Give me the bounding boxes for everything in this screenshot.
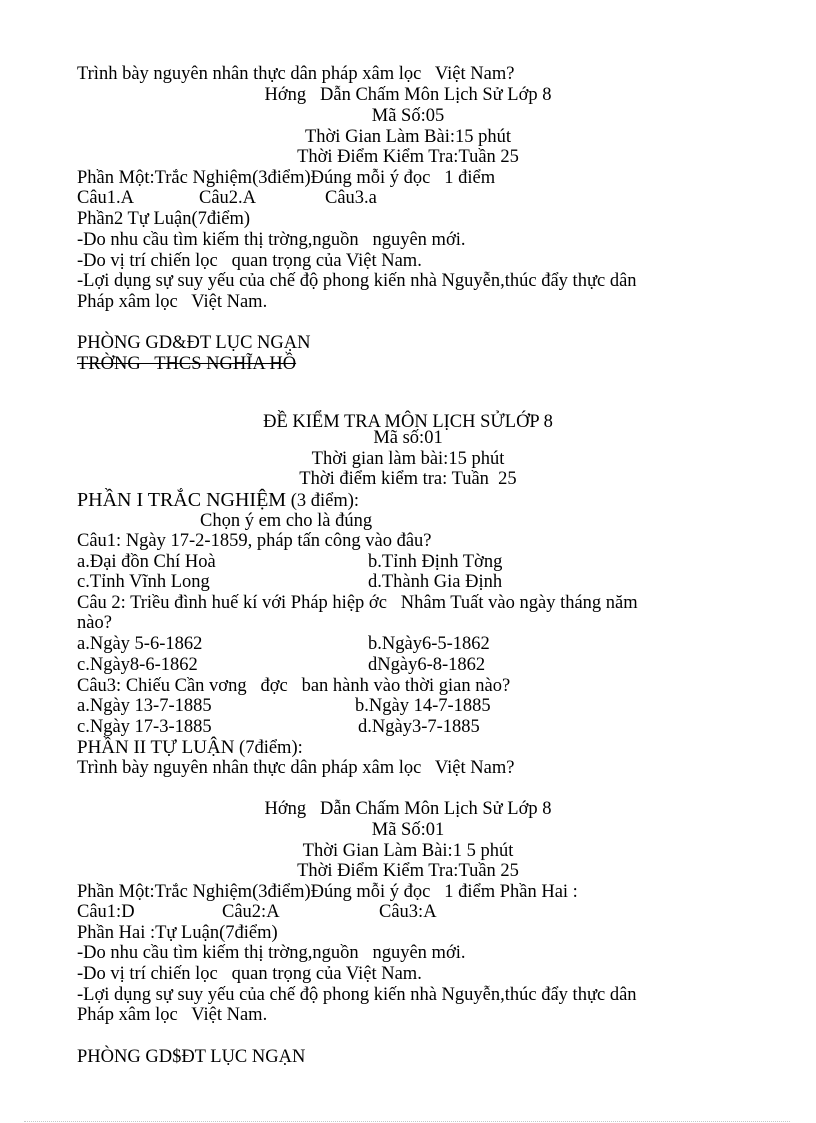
exam-title: ĐỀ KIỂM TRA MÔN LỊCH SỬLỚP 8 [263,412,553,432]
q2-option-d: dNgày6-8-1862 [368,655,486,675]
q1-option-b: b.Tỉnh Định Tờng [368,552,503,572]
guide-title: Hớng Dẫn Chấm Môn Lịch Sử Lớp 8 [264,85,552,105]
q1-option-d: d.Thành Gia Định [368,572,503,592]
question-1: Câu1: Ngày 17-2-1859, pháp tấn công vào đâu? [77,531,432,551]
page-bottom-divider [24,1121,790,1122]
part2-title: PHẦN II TỰ LUẬN [77,737,235,758]
exam-essay-question: Trình bày nguyên nhân thực dân pháp xâm lọc Việt Nam? [77,758,515,778]
question-2: Câu 2: Triều đình huế kí với Pháp hiệp ớc Nhâm Tuất vào ngày tháng năm [77,593,638,613]
guide2-code: Mã Số:01 [371,820,445,840]
answer-point: -Do vị trí chiến lọc quan trọng của Việt Nam. [77,251,422,271]
q3-option-b: b.Ngày 14-7-1885 [355,696,491,716]
q3-option-a: a.Ngày 13-7-1885 [77,696,212,716]
guide-code: Mã Số:05 [371,106,445,126]
guide2-title: Hớng Dẫn Chấm Môn Lịch Sử Lớp 8 [264,799,552,819]
q2-option-b: b.Ngày6-5-1862 [368,634,490,654]
part1-title: PHẦN I TRẮC NGHIỆM [77,489,287,511]
question-2-cont: nào? [77,613,112,633]
guide2-answer-point: -Do vị trí chiến lọc quan trọng của Việt Nam. [77,964,422,984]
answer-1: Câu1.A [77,188,135,208]
answer-point: -Do nhu cầu tìm kiếm thị trờng,nguồn nguyên mới. [77,230,466,250]
guide2-part1-header: Phần Một:Trắc Nghiệm(3điểm)Đúng mỗi ý đọc 1 điểm Phần Hai : [77,882,578,902]
part1-title-line [77,490,359,512]
part2-title-line [77,738,303,759]
part2-score: (7điểm): [234,738,303,758]
guide2-answer-point: -Lợi dụng sự suy yếu của chế độ phong kiến nhà Nguyễn,thúc đẩy thực dân [77,985,637,1005]
q1-option-c: c.Tỉnh Vĩnh Long [77,572,210,592]
guide2-answer-2: Câu2:A [222,902,280,922]
exam-code: Mã số:01 [373,428,443,448]
guide-exam-time: Thời Điểm Kiểm Tra:Tuần 25 [297,147,519,167]
guide2-part2-header: Phần Hai :Tự Luận(7điểm) [77,923,278,943]
guide2-exam-time: Thời Điểm Kiểm Tra:Tuần 25 [297,861,519,881]
q2-option-a: a.Ngày 5-6-1862 [77,634,203,654]
part2-header: Phần2 Tự Luận(7điểm) [77,209,251,229]
q1-option-a: a.Đại đồn Chí Hoà [77,552,216,572]
school-office: PHÒNG GD&ĐT LỤC NGẠN [77,333,311,353]
guide2-answer-point: Pháp xâm lọc Việt Nam. [77,1005,268,1025]
q3-option-c: c.Ngày 17-3-1885 [77,717,212,737]
instruction: Chọn ý em cho là đúng [200,511,373,531]
school-name: TRỜNG THCS NGHĨA HỒ [77,354,297,374]
answer-point: Pháp xâm lọc Việt Nam. [77,292,268,312]
exam-time: Thời điểm kiểm tra: Tuần 25 [299,469,517,489]
essay-question: Trình bày nguyên nhân thực dân pháp xâm lọc Việt Nam? [77,64,515,84]
guide2-answer-1: Câu1:D [77,902,135,922]
guide-duration: Thời Gian Làm Bài:15 phút [304,127,512,147]
part1-header: Phần Một:Trắc Nghiệm(3điểm)Đúng mỗi ý đọc 1 điểm [77,168,496,188]
answer-3: Câu3.a [325,188,377,208]
answer-2: Câu2.A [199,188,257,208]
guide2-duration: Thời Gian Làm Bài:1 5 phút [302,841,514,861]
q3-option-d: d.Ngày3-7-1885 [358,717,480,737]
q2-option-c: c.Ngày8-6-1862 [77,655,198,675]
guide2-answer-3: Câu3:A [379,902,437,922]
guide2-answer-point: -Do nhu cầu tìm kiếm thị trờng,nguồn nguyên mới. [77,943,466,963]
question-3: Câu3: Chiếu Cần vơng đợc ban hành vào thời gian nào? [77,676,511,696]
part1-score: (3 điểm): [286,491,360,511]
exam-duration: Thời gian làm bài:15 phút [311,449,505,469]
guide2-school-office: PHÒNG GD$ĐT LỤC NGẠN [77,1047,306,1067]
answer-point: -Lợi dụng sự suy yếu của chế độ phong kiến nhà Nguyễn,thúc đẩy thực dân [77,271,637,291]
